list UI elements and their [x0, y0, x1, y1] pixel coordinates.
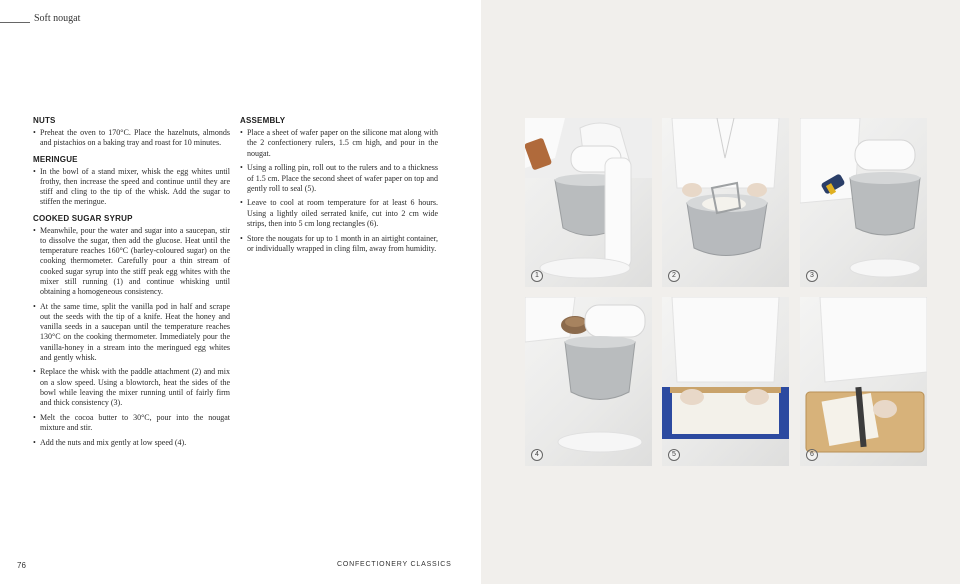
step-photo-4 [525, 297, 652, 466]
recipe-column-right [240, 116, 438, 260]
step-list [33, 167, 230, 208]
step-item: • Preheat the oven to 170°C. Place the hazelnuts, almonds and pistachios on a baking tray and roast for 10 minutes. [33, 128, 230, 148]
step-photo-2 [662, 118, 789, 287]
step-item: • Using a rolling pin, roll out to the rulers and to a thickness of 1.5 cm. Place the second sheet of wafer paper on top and gently roll to seal (5). [240, 163, 438, 194]
book-section-title: CONFECTIONERY CLASSICS [337, 561, 452, 568]
header-rule [0, 22, 30, 23]
step-item: • In the bowl of a stand mixer, whisk the egg whites until frothy, then increase the speed and continue until they are stiff and cling to the tip of the whisk. Add the sugar to stiffen the meringue. [33, 167, 230, 208]
step-item: • Melt the cocoa butter to 30°C, pour into the nougat mixture and stir. [33, 413, 230, 433]
step-item: • Add the nuts and mix gently at low speed (4). [33, 438, 230, 448]
step-item: • At the same time, split the vanilla pod in half and scrape out the seeds with the tip of a knife. Heat the honey and vanilla seeds in a saucepan until the temperature reaches 130°C on the cooking thermometer. Immediately pour the vanilla-honey in a stream into the meringued egg whites and gently whisk. [33, 302, 230, 363]
step-photo-3 [800, 118, 927, 287]
step-list [33, 226, 230, 448]
section-heading: COOKED SUGAR SYRUP [33, 213, 133, 223]
photo-number-badge: 1 [531, 270, 543, 282]
photo-number-badge: 6 [806, 449, 818, 461]
step-list [33, 128, 230, 148]
photo-number-badge: 4 [531, 449, 543, 461]
step-item: • Meanwhile, pour the water and sugar into a saucepan, stir to dissolve the sugar, then add the glucose. Heat until the temperature reaches 160°C (barley-coloured sugar) on the cooking thermometer. Carefully pour a thin stream of cooked sugar syrup into the stiff peak egg whites with the mixer still running (1) and continue whisking until obtaining a homogeneous consistency. [33, 226, 230, 297]
step-item: • Replace the whisk with the paddle attachment (2) and mix on a slow speed. Using a blowtorch, heat the sides of the bowl while leaving the mixer running until of fairly firm and thick consistency (3). [33, 367, 230, 408]
section-cooked-sugar-syrup [33, 214, 230, 448]
step-list [240, 128, 438, 254]
section-heading: NUTS [33, 116, 56, 125]
section-nuts [33, 116, 230, 149]
page-number: 76 [17, 561, 26, 570]
photo-number-badge: 2 [668, 270, 680, 282]
step-photo-6 [800, 297, 927, 466]
step-photo-5 [662, 297, 789, 466]
step-item: • Place a sheet of wafer paper on the silicone mat along with the 2 confectionery rulers, 1.5 cm high, and pour in the nougat. [240, 128, 438, 159]
section-assembly [240, 116, 438, 254]
step-item: • Leave to cool at room temperature for at least 6 hours. Using a lightly oiled serrated knife, cut into 2 cm wide strips, then into 5 cm long rectangles (6). [240, 198, 438, 229]
running-title: Soft nougat [34, 13, 81, 24]
photo-number-badge: 3 [806, 270, 818, 282]
section-meringue [33, 155, 230, 208]
section-heading: ASSEMBLY [240, 116, 286, 125]
step-photo-1 [525, 118, 652, 287]
right-page [481, 0, 960, 584]
section-heading: MERINGUE [33, 154, 78, 164]
photo-number-badge: 5 [668, 449, 680, 461]
recipe-column-left [33, 116, 230, 454]
step-item: • Store the nougats for up to 1 month in an airtight container, or individually wrapped in cling film, away from humidity. [240, 234, 438, 254]
